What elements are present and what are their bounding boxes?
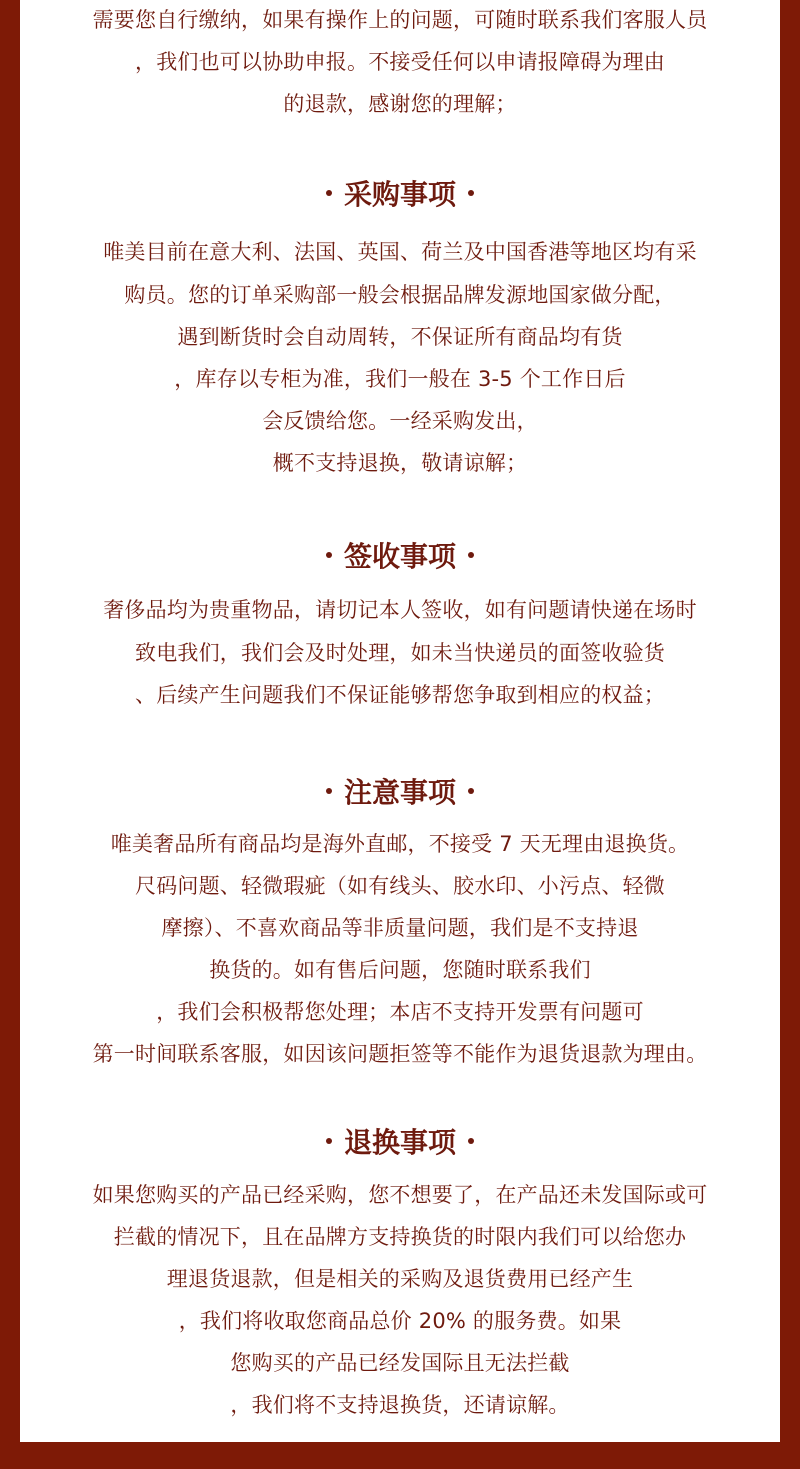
intro-line: 需要您自行缴纳，如果有操作上的问题，可随时联系我们客服人员: [92, 8, 708, 32]
section-line: 您购买的产品已经发国际且无法拦截: [230, 1351, 570, 1375]
section-line: 遇到断货时会自动周转，不保证所有商品均有货: [177, 325, 623, 349]
section-line: 概不支持退换，敬请谅解；: [272, 451, 528, 475]
bullet-dot-icon: [326, 552, 332, 558]
section-title-returns: 退换事项: [20, 1125, 780, 1161]
intro-line: 的退款，感谢您的理解；: [283, 92, 517, 116]
intro-line: ，我们也可以协助申报。不接受任何以申请报障碍为理由: [135, 50, 665, 74]
content-panel: [20, 0, 780, 1442]
section-line: 第一时间联系客服，如因该问题拒签等不能作为退货退款为理由。: [92, 1042, 708, 1066]
section-line: 理退货退款，但是相关的采购及退货费用已经产生: [166, 1267, 634, 1291]
section-line: 换货的。如有售后问题，您随时联系我们: [209, 958, 591, 982]
section-line: 致电我们，我们会及时处理，如未当快递员的面签收验货: [135, 641, 665, 665]
section-line: ，库存以专柜为准，我们一般在 3-5 个工作日后: [174, 367, 626, 391]
bullet-dot-icon: [468, 190, 474, 196]
section-line: 唯美奢品所有商品均是海外直邮，不接受 7 天无理由退换货。: [110, 832, 690, 856]
bullet-dot-icon: [468, 552, 474, 558]
section-line: 尺码问题、轻微瑕疵（如有线头、胶水印、小污点、轻微: [135, 874, 665, 898]
section-title-purchasing: 采购事项: [20, 177, 780, 213]
section-title-notes: 注意事项: [20, 775, 780, 811]
section-line: ，我们将收取您商品总价 20% 的服务费。如果: [178, 1309, 622, 1333]
section-line: 如果您购买的产品已经采购，您不想要了，在产品还未发国际或可: [92, 1183, 708, 1207]
section-line: ，我们将不支持退换货，还请谅解。: [230, 1393, 570, 1417]
bullet-dot-icon: [326, 1138, 332, 1144]
section-line: ，我们会积极帮您处理；本店不支持开发票有问题可: [156, 1000, 644, 1024]
section-line: 会反馈给您。一经采购发出，: [262, 409, 538, 433]
bullet-dot-icon: [326, 788, 332, 794]
bullet-dot-icon: [468, 788, 474, 794]
section-line: 、后续产生问题我们不保证能够帮您争取到相应的权益；: [135, 683, 665, 707]
section-line: 摩擦）、不喜欢商品等非质量问题，我们是不支持退: [161, 916, 639, 940]
section-title-receiving: 签收事项: [20, 539, 780, 575]
section-line: 奢侈品均为贵重物品，请切记本人签收，如有问题请快递在场时: [103, 598, 697, 622]
bullet-dot-icon: [468, 1138, 474, 1144]
section-line: 拦截的情况下，且在品牌方支持换货的时限内我们可以给您办: [113, 1225, 687, 1249]
bullet-dot-icon: [326, 190, 332, 196]
section-line: 唯美目前在意大利、法国、英国、荷兰及中国香港等地区均有采: [103, 240, 697, 264]
section-line: 购员。您的订单采购部一般会根据品牌发源地国家做分配，: [124, 283, 676, 307]
